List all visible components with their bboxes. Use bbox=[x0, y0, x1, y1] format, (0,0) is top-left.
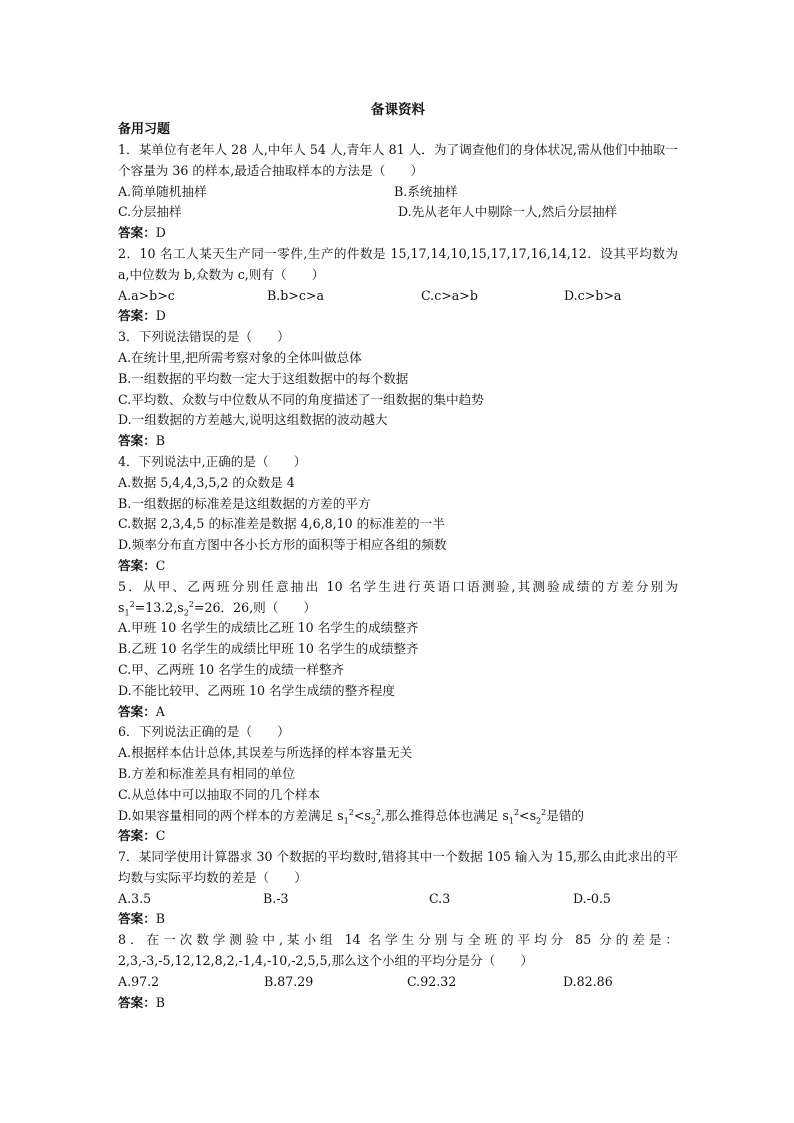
option-b: B.方差和标准差具有相同的单位 bbox=[118, 765, 295, 781]
option-d: D.先从老年人中剔除一人,然后分层抽样 bbox=[398, 204, 618, 220]
option-c: C.从总体中可以抽取不同的几个样本 bbox=[118, 786, 321, 802]
question-8-answer: 答案：B bbox=[118, 994, 166, 1010]
option-a: A.a>b>c bbox=[118, 287, 175, 303]
section-heading: 备用习题 bbox=[118, 122, 171, 137]
option-c: C.平均数、众数与中位数从不同的角度描述了一组数据的集中趋势 bbox=[118, 391, 484, 407]
option-a: A.根据样本估计总体,其误差与所选择的样本容量无关 bbox=[118, 745, 413, 761]
option-a: A.甲班 10 名学生的成绩比乙班 10 名学生的成绩整齐 bbox=[118, 620, 419, 636]
option-c: C.分层抽样 bbox=[118, 204, 182, 220]
option-a: A.3.5 bbox=[118, 890, 152, 906]
question-3-stem: 3．下列说法错误的是（ ） bbox=[118, 329, 290, 345]
question-2-options bbox=[118, 286, 678, 307]
question-1-options bbox=[118, 182, 678, 203]
question-2-answer: 答案：D bbox=[118, 308, 166, 324]
page-title: 备课资料 bbox=[371, 102, 425, 118]
option-a: A.97.2 bbox=[118, 973, 160, 989]
question-4-answer: 答案：C bbox=[118, 557, 166, 573]
option-d: D.一组数据的方差越大,说明这组数据的波动越大 bbox=[118, 412, 388, 428]
question-7-answer: 答案：B bbox=[118, 911, 166, 927]
option-d: D.不能比较甲、乙两班 10 名学生成绩的整齐程度 bbox=[118, 682, 395, 698]
question-7-stem: 7．某同学使用计算器求 30 个数据的平均数时,错将其中一个数据 105 输入为 15,那么由此求出的平均数与实际平均数的差是（ ） bbox=[118, 849, 678, 885]
question-5-stem: 5．从甲、乙两班分别任意抽出 10 名学生进行英语口语测验,其测验成绩的方差分别为 $s_1^2=13.2,s_2^2=26$．26,则（ ） bbox=[118, 578, 678, 618]
question-7-options bbox=[118, 889, 678, 910]
option-b: B.87.29 bbox=[264, 973, 314, 989]
question-8-options bbox=[118, 972, 678, 993]
option-b: B.一组数据的平均数一定大于这组数据中的每个数据 bbox=[118, 370, 409, 386]
document-page bbox=[118, 100, 678, 1013]
option-c: C.c>a>b bbox=[421, 287, 478, 303]
option-c: C.3 bbox=[429, 890, 451, 906]
question-6-answer: 答案：C bbox=[118, 828, 166, 844]
option-b: B.乙班 10 名学生的成绩比甲班 10 名学生的成绩整齐 bbox=[118, 641, 419, 657]
question-2-stem: 2．10 名工人某天生产同一零件,生产的件数是 15,17,14,10,15,17,17,16,14,12．设其平均数为 a,中位数为 b,众数为 c,则有（ ） bbox=[118, 245, 678, 282]
option-b: B.一组数据的标准差是这组数据的方差的平方 bbox=[118, 495, 371, 511]
question-1-options bbox=[118, 202, 678, 223]
option-b: B.-3 bbox=[263, 890, 289, 906]
option-d: D.-0.5 bbox=[573, 890, 611, 906]
question-8-stem: 8．在一次数学测验中,某小组 14 名学生分别与全班的平均分 85 分的差是：2,3,-3,-5,12,12,8,2,-1,4,-10,-2,5,5,那么这个小组的平均分是分（ ） bbox=[118, 932, 678, 969]
option-a: A.数据 5,4,4,3,5,2 的众数是 4 bbox=[118, 474, 295, 490]
option-a: A.在统计里,把所需考察对象的全体叫做总体 bbox=[118, 349, 362, 365]
question-4-stem: 4．下列说法中,正确的是（ ） bbox=[118, 453, 307, 469]
question-1-answer: 答案：D bbox=[118, 225, 166, 241]
option-b: B.b>c>a bbox=[267, 287, 324, 303]
option-d: D.频率分布直方图中各小长方形的面积等于相应各组的频数 bbox=[118, 537, 447, 553]
option-d: D.82.86 bbox=[563, 973, 613, 989]
option-a: A.简单随机抽样 bbox=[118, 183, 207, 199]
option-c: C.甲、乙两班 10 名学生的成绩一样整齐 bbox=[118, 661, 345, 677]
option-d: D.c>b>a bbox=[564, 287, 622, 303]
option-b: B.系统抽样 bbox=[394, 183, 458, 199]
question-3-answer: 答案：B bbox=[118, 433, 166, 449]
question-6-stem: 6．下列说法正确的是（ ） bbox=[118, 724, 290, 740]
question-5-answer: 答案：A bbox=[118, 703, 165, 719]
option-c: C.数据 2,3,4,5 的标准差是数据 4,6,8,10 的标准差的一半 bbox=[118, 516, 445, 532]
option-c: C.92.32 bbox=[407, 973, 457, 989]
option-d: D.如果容量相同的两个样本的方差满足 $s_1^2<s_2^2$,那么推得总体也满足 $s_1^2<s_2^2$是错的 bbox=[118, 807, 585, 826]
question-1-stem: 1．某单位有老年人 28 人,中年人 54 人,青年人 81 人．为了调查他们的身体状况,需从他们中抽取一个容量为 36 的样本,最适合抽取样本的方法是（ ） bbox=[118, 142, 678, 178]
